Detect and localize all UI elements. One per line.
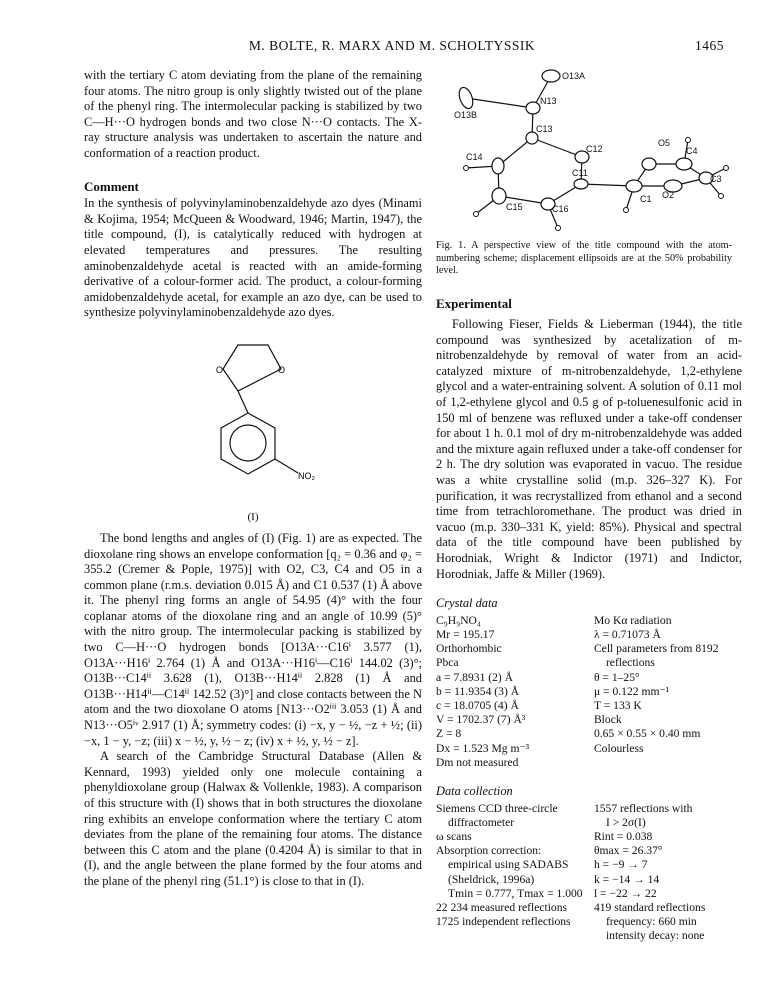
nitro-label: NO₂ bbox=[298, 470, 315, 481]
figure-1 bbox=[436, 68, 742, 236]
data-line: b = 11.9354 (3) Å bbox=[436, 684, 520, 698]
data-line: V = 1702.37 (7) Å³ bbox=[436, 713, 526, 727]
data-line: I > 2σ(I) bbox=[605, 815, 646, 829]
data-line: h = −9 → 7 bbox=[593, 858, 648, 872]
crystal-data-heading: Crystal data bbox=[436, 596, 498, 611]
atom-label-c15: C15 bbox=[506, 202, 523, 212]
data-line: Colourless bbox=[593, 741, 644, 755]
atom-label-c11: C11 bbox=[572, 168, 588, 178]
figure-caption: Fig. 1. A perspective view of the title compound with the atom-numbering scheme; displacement ellipsoids are at the 50% probability level. bbox=[436, 240, 732, 276]
data-line: Cell parameters from 8192 bbox=[593, 642, 719, 656]
data-line: (Sheldrick, 1996a) bbox=[448, 872, 535, 886]
running-header-authors: M. BOLTE, R. MARX AND M. SCHOLTYSSIK bbox=[248, 38, 536, 53]
data-line: Pbca bbox=[436, 656, 459, 670]
atom-label-c13: C13 bbox=[536, 124, 553, 134]
data-collection-heading: Data collection bbox=[436, 784, 513, 799]
left-column bbox=[84, 68, 422, 890]
experimental-paragraph: Following Fieser, Fields & Lieberman (1944), the title compound was synthesized by acetalization of m-nitrobenzaldehyde by removal of water from an acid-catalyzed mixture of m-nitrobenzaldehyde, 1,2-ethylene glycol and a water-entraining solvent. A solution of 0.11 mol of 1,2-ethylene glycol and 0.5 g of p-toluenesulfonic acid in 150 ml of benzene was refluxed under a take-off condenser for about 1 h. 0.1 mol of dry m-nitrobenzaldehyde was added and the mixture again refluxed under a take-off condenser for 2 h. The dry solution was evaporated in vacuo. The residue was a white crystalline solid (m.p. 326–327 K). For purification, it was recrystallized from ethanol and a second time from tetrachloromethane. The product was dried in vacuo (m.p. 330–331 K, yield: 85%). Physical and spectral data of the title compound have been published by Horodniak, Wright & Indictor (1971) and Indictor, Horodniak, Jaffe & Miller (1969). bbox=[436, 317, 742, 581]
data-line: Absorption correction: bbox=[436, 844, 542, 858]
benzene-ring bbox=[221, 413, 275, 474]
data-line: C₉H₉NO₄ bbox=[436, 613, 481, 627]
comment-heading: Comment bbox=[84, 178, 139, 194]
data-line: 22 234 measured reflections bbox=[436, 901, 568, 915]
dioxolane-ring bbox=[223, 345, 281, 391]
experimental-heading: Experimental bbox=[436, 295, 512, 311]
data-line: ω scans bbox=[436, 830, 472, 844]
data-line: Block bbox=[593, 713, 622, 727]
data-collection-left bbox=[436, 802, 594, 944]
data-line: empirical using SADABS bbox=[448, 858, 569, 872]
structure-drawing bbox=[168, 321, 348, 521]
data-line: reflections bbox=[605, 656, 655, 670]
data-line: Tmin = 0.777, Tmax = 1.000 bbox=[448, 886, 583, 900]
data-line: diffractometer bbox=[448, 815, 515, 829]
data-line: k = −14 → 14 bbox=[593, 872, 660, 886]
data-line: Mr = 195.17 bbox=[436, 627, 495, 641]
data-line: c = 18.0705 (4) Å bbox=[436, 699, 519, 712]
scheme-label: (I) bbox=[247, 510, 259, 523]
data-line: λ = 0.71073 Å bbox=[593, 627, 661, 641]
atom-label-n13: N13 bbox=[540, 96, 557, 106]
comment-paragraph: In the synthesis of polyvinylaminobenzaldehyde azo dyes (Minami & Kojima, 1954; McQueen & Woodward, 1946; Martin, 1947), the title compound, (I), is catalytically reduced with hydrogen at elevated temperatures and pressures. The resulting aminobenzaldehyde acetal is reacted with an amide-forming derivative of a colour-former acid. The product, a colour-forming amidobenzaldehyde acetal, for example an azo dye, can be used to synthesize polyvinylaminobenzaldehyde azo dyes. bbox=[84, 196, 422, 320]
data-line: Orthorhombic bbox=[436, 642, 502, 656]
data-line: θmax = 26.37° bbox=[593, 844, 663, 858]
oxygen-label-right: O bbox=[278, 364, 286, 375]
data-line: 1725 independent reflections bbox=[436, 915, 571, 929]
data-collection-right bbox=[594, 802, 742, 944]
search-paragraph: A search of the Cambridge Structural Database (Allen & Kennard, 1993) yielded only one molecule containing a phenyldioxolane group (Halwax & Vollenkle, 1983). A comparison of this structure with (I) shows that in both structures the dioxolane ring exhibits an envelope conformation where the tertiary C atom deviates from the plane of the remaining four atoms. The distance between this C atom and the plane (0.4204 Å) is similar to that in (I), and the angle between the plane formed by the four atoms and the plane of the phenyl ring (51.1°) is close to that in (I). bbox=[84, 749, 422, 888]
aromatic-circle bbox=[230, 425, 266, 461]
data-line: intensity decay: none bbox=[605, 929, 705, 943]
data-line: a = 7.8931 (2) Å bbox=[436, 670, 514, 684]
chemical-scheme bbox=[84, 321, 422, 531]
data-line: frequency: 660 min bbox=[605, 915, 697, 929]
data-line: θ = 1–25° bbox=[593, 670, 640, 684]
data-line: Z = 8 bbox=[436, 727, 462, 741]
page-number: 1465 bbox=[695, 38, 724, 53]
atom-label-c12: C12 bbox=[586, 144, 603, 154]
right-column bbox=[436, 68, 742, 944]
data-line: l = −22 → 22 bbox=[593, 886, 657, 900]
atom-label-c14: C14 bbox=[466, 152, 483, 162]
crystal-data-right bbox=[594, 614, 742, 770]
data-line: Dm not measured bbox=[436, 755, 519, 769]
data-line: T = 133 K bbox=[593, 699, 642, 712]
data-line: 0.65 × 0.55 × 0.40 mm bbox=[593, 727, 701, 741]
data-line: 419 standard reflections bbox=[593, 901, 706, 915]
data-collection-table bbox=[436, 802, 742, 944]
oxygen-label-left: O bbox=[216, 364, 224, 375]
ortep-diagram bbox=[436, 68, 736, 236]
crystal-data-left bbox=[436, 614, 594, 770]
atom-label-o2: O2 bbox=[662, 190, 675, 200]
atom-label-c1: C1 bbox=[640, 194, 652, 204]
intro-paragraph: with the tertiary C atom deviating from the plane of the remaining four atoms. The nitro group is only slightly twisted out of the plane of the phenyl ring. The intermolecular packing is stabilized by two C—H···O hydrogen bonds and two close N···O contacts. The X-ray structure analysis was undertaken to ascertain the nature and conformation of a reaction product. bbox=[84, 68, 422, 160]
data-line: Mo Kα radiation bbox=[593, 613, 672, 627]
atom-label-o5: O5 bbox=[658, 138, 671, 148]
data-line: Rint = 0.038 bbox=[593, 830, 653, 844]
atom-label-o13a: O13A bbox=[562, 71, 586, 81]
crystal-data-table bbox=[436, 614, 742, 770]
atom-label-c4: C4 bbox=[686, 146, 698, 156]
bond-paragraph: The bond lengths and angles of (I) (Fig. 1) are as expected. The dioxolane ring shows an envelope conformation [q₂ = 0.36 and φ₂ = 355.2 (Cremer & Pople, 1975)] with O2, C3, C4 and O5 in a common plane (r.m.s. deviation 0.015 Å) and C1 0.537 (1) Å above it. The phenyl ring forms an angle of 54.95 (4)° with the four coplanar atoms of the dioxolane ring and an angle of 10.99 (5)° with the nitro group. The intermolecular packing is stabilized by two C—H···O hydrogen bonds [O13A···C16ⁱ 3.577 (1), O13A···H16ⁱ 2.764 (1) Å and O13A···H16ⁱ—C16ⁱ 144.02 (3)°; O13B···C14ⁱⁱ 3.628 (1), O13B···H14ⁱⁱ 2.828 (1) Å and O13B···H14ⁱⁱ—C14ⁱⁱ 142.52 (3)°] and close contacts between the N atom and the two dioxolane O atoms [N13···O2ⁱⁱⁱ 3.053 (1) Å and N13···O5ⁱᵛ 2.917 (1) Å; symmetry codes: (i) −x, y − ½, −z + ½; (ii) −x, 1 − y, −z; (iii) x − ½, y, ½ − z; (iv) x + ½, y, ½ − z]. bbox=[84, 530, 422, 748]
data-line: Siemens CCD three-circle bbox=[436, 801, 558, 815]
data-line: Dx = 1.523 Mg m⁻³ bbox=[436, 741, 530, 755]
data-line: 1557 reflections with bbox=[593, 801, 693, 815]
data-line: μ = 0.122 mm⁻¹ bbox=[593, 684, 670, 698]
atom-label-c16: C16 bbox=[552, 204, 569, 214]
atom-label-o13b: O13B bbox=[454, 110, 478, 120]
atom-label-c3: C3 bbox=[710, 174, 722, 184]
